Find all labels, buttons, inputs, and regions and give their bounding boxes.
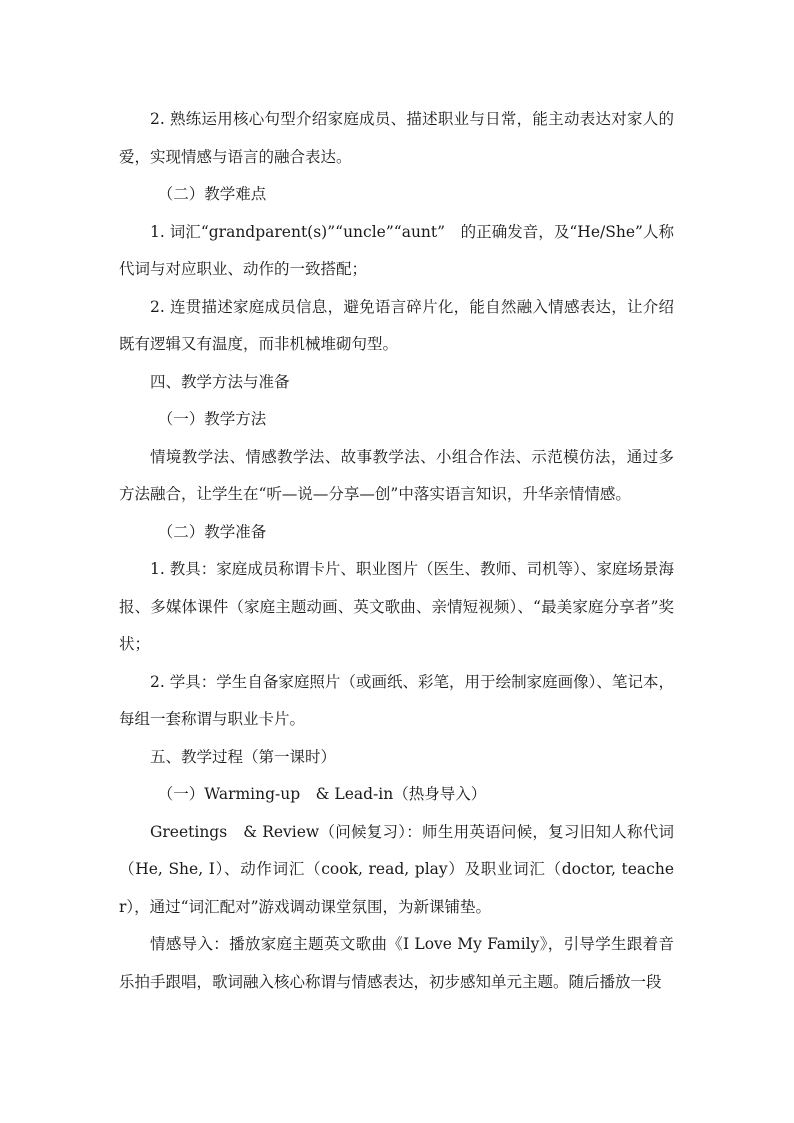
chapter-heading-teaching-process: 五、教学过程（第一课时） xyxy=(150,747,337,766)
paragraph-teaching-aids: 1. 教具：家庭成员称谓卡片、职业图片（医生、教师、司机等）、家庭场景海报、多媒体课件（家庭主题动画、英文歌曲、亲情短视频）、“最美家庭分享者”奖状； xyxy=(119,560,674,653)
paragraph-methods: 情境教学法、情感教学法、故事教学法、小组合作法、示范模仿法，通过多方法融合，让学生在“听—说—分享—创”中落实语言知识，升华亲情情感。 xyxy=(119,447,674,503)
section-heading-teaching-difficulties: （二）教学难点 xyxy=(157,185,267,203)
section-heading-teaching-methods: （一）教学方法 xyxy=(157,410,267,428)
paragraph-difficulty-2: 2. 连贯描述家庭成员信息，避免语言碎片化，能自然融入情感表达，让介绍既有逻辑又有温度，而非机械堆砌句型。 xyxy=(119,297,674,353)
section-heading-warming-up: （一）Warming-up & Lead-in（热身导入） xyxy=(157,785,487,803)
chapter-heading-methods-preparation: 四、教学方法与准备 xyxy=(150,372,290,391)
paragraph-student-aids: 2. 学具：学生自备家庭照片（或画纸、彩笔，用于绘制家庭画像）、笔记本，每组一套称谓与职业卡片。 xyxy=(119,672,674,728)
paragraph-objective-2: 2. 熟练运用核心句型介绍家庭成员、描述职业与日常，能主动表达对家人的爱，实现情感与语言的融合表达。 xyxy=(119,110,674,166)
paragraph-greetings-review: Greetings & Review（问候复习）：师生用英语问候，复习旧知人称代词（He, She, I）、动作词汇（cook, read, play）及职业词汇（doctor, teacher），通过“词汇配对”游戏调动课堂氛围，为新课铺垫。 xyxy=(119,822,674,916)
document-body xyxy=(119,101,674,1001)
paragraph-emotional-lead-in: 情感导入：播放家庭主题英文歌曲《I Love My Family》，引导学生跟着音乐拍手跟唱，歌词融入核心称谓与情感表达，初步感知单元主题。随后播放一段 xyxy=(119,935,674,991)
section-heading-teaching-preparation: （二）教学准备 xyxy=(157,522,267,541)
paragraph-difficulty-1: 1. 词汇“grandparent(s)”“uncle”“aunt” 的正确发音，及“He/She”人称代词与对应职业、动作的一致搭配； xyxy=(119,222,674,278)
